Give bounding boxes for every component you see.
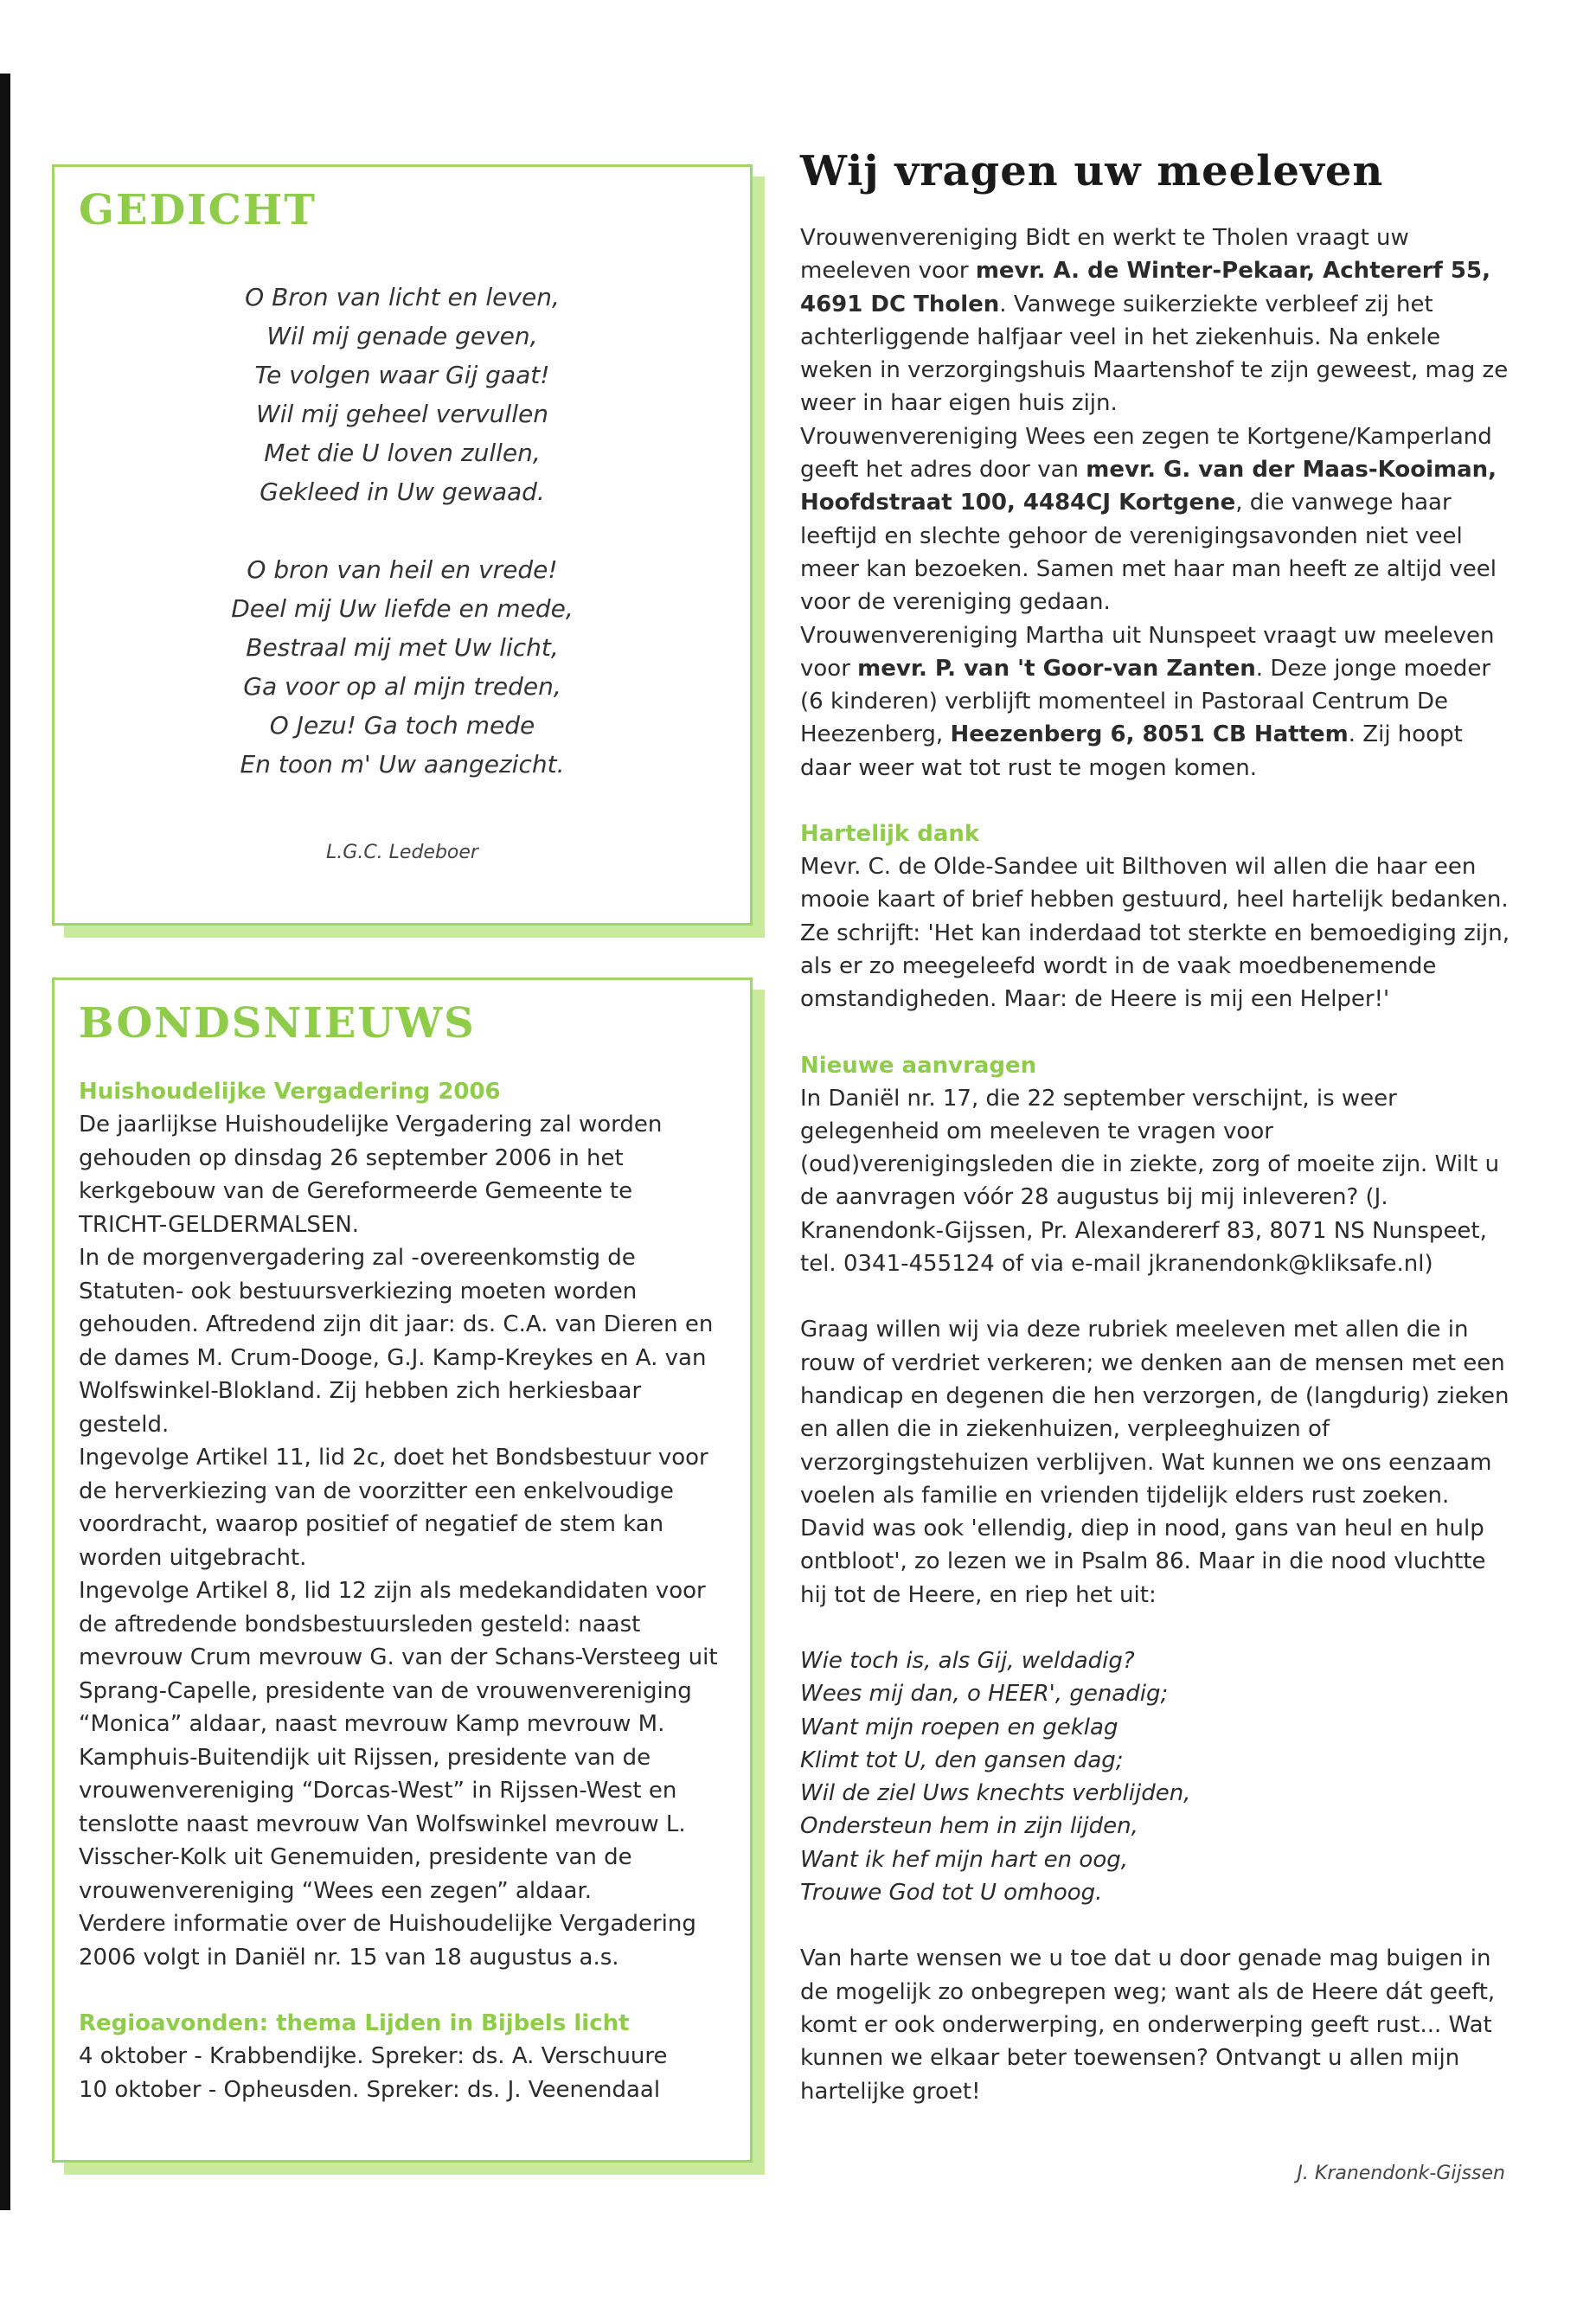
bondsnieuws-title: BONDSNIEUWS xyxy=(79,999,476,1048)
section-subheading: Regioavonden: thema Lijden in Bijbels licht xyxy=(79,2010,630,2036)
poem-line: Gekleed in Uw gewaad. xyxy=(260,478,545,506)
address-bold: mevr. G. van der Maas-Kooiman, Hoofdstraat 100, 4484CJ Kortgene xyxy=(800,457,1497,516)
event-line: 10 oktober - Opheusden. Spreker: ds. J. Veenendaal xyxy=(79,2076,661,2103)
gedicht-box xyxy=(52,164,753,926)
paragraph: Ingevolge Artikel 11, lid 2c, doet het Bondsbestuur voor de herverkiezing van de voorzitter een enkelvoudige voordracht, waarop positief of negatief de stem kan worden uitgebracht. xyxy=(79,1445,708,1571)
address-bold: mevr. A. de Winter-Pekaar, Achtererf 55, 4691 DC Tholen xyxy=(800,258,1490,317)
paragraph: Van harte wensen we u toe dat u door genade mag buigen in de mogelijk zo onbegrepen weg; want als de Heere dát geeft, komt er ook onderwerping, en onderwerping geeft rust... Wat kunnen we elkaar beter toewensen? Ontvangt u allen mijn hartelijke groet! xyxy=(800,1945,1496,2105)
psalm-line: Klimt tot U, den gansen dag; xyxy=(800,1747,1124,1773)
psalm-line: Wil de ziel Uws knechts verblijden, xyxy=(800,1780,1191,1807)
name-bold: mevr. P. van 't Goor-van Zanten xyxy=(857,655,1256,682)
bondsnieuws-content xyxy=(79,1075,726,2106)
psalm-line: Ondersteun hem in zijn lijden, xyxy=(800,1813,1138,1840)
paragraph: Vrouwenvereniging Wees een zegen te Kortgene/Kamperland geeft het adres door van mevr. G. van der Maas-Kooiman, Hoofdstraat 100, 4484CJ Kortgene, die vanwege haar leeftijd en slechte gehoor de verenigingsavonden niet veel meer kan bezoeken. Samen met haar man heeft ze altijd veel voor de vereniging gedaan. xyxy=(800,423,1497,616)
meeleven-title: Wij vragen uw meeleven xyxy=(800,147,1384,195)
signature: J. Kranendonk-Gijssen xyxy=(1297,2163,1505,2184)
psalm-line: Want ik hef mijn hart en oog, xyxy=(800,1846,1128,1873)
bondsnieuws-box xyxy=(52,977,753,2163)
section-subheading: Huishoudelijke Vergadering 2006 xyxy=(79,1079,501,1105)
paragraph: In de morgenvergadering zal -overeenkomstig de Statuten- ook bestuursverkiezing moeten worden gehouden. Aftredend zijn dit jaar: ds. C.A. van Dieren en de dames M. Crum-Dooge, G.J. Kamp-Kreykes en A. van Wolfswinkel-Blokland. Zij hebben zich herkiesbaar gesteld. xyxy=(79,1245,714,1438)
page-edge-bar xyxy=(0,74,10,2210)
poem-line: Bestraal mij met Uw licht, xyxy=(246,633,559,662)
psalm-line: Wie toch is, als Gij, weldadig? xyxy=(800,1647,1135,1674)
poem-line: Wil mij genade geven, xyxy=(266,322,538,350)
poem-line: O Jezu! Ga toch mede xyxy=(269,711,535,740)
poem-line: O bron van heil en vrede! xyxy=(247,555,558,584)
poem-line: Wil mij geheel vervullen xyxy=(256,400,548,428)
paragraph: Ingevolge Artikel 8, lid 12 zijn als medekandidaten voor de aftredende bondsbestuursleden gesteld: naast mevrouw Crum mevrouw G. van der Schans-Versteeg uit Sprang-Capelle, presidente van de vrouwenvereniging “Monica” aldaar, naast mevrouw Kamp mevrouw M. Kamphuis-Buitendijk uit Rijssen, presidente van de vrouwenvereniging “Dorcas-West” in Rijssen-West en tenslotte naast mevrouw Van Wolfswinkel mevrouw L. Visscher-Kolk uit Genemuiden, presidente van de vrouwenvereniging “Wees een zegen” aldaar. xyxy=(79,1578,718,1904)
address-bold: Heezenberg 6, 8051 CB Hattem xyxy=(950,721,1349,748)
poem-line: Te volgen waar Gij gaat! xyxy=(254,361,550,389)
section-subheading: Hartelijk dank xyxy=(800,821,980,848)
paragraph: De jaarlijkse Huishoudelijke Vergadering zal worden gehouden op dinsdag 26 september 2006 in het kerkgebouw van de Gereformeerde Gemeente te TRICHT-GELDERMALSEN. xyxy=(79,1112,663,1238)
poem xyxy=(54,278,750,784)
psalm-line: Want mijn roepen en geklag xyxy=(800,1714,1118,1740)
gedicht-title: GEDICHT xyxy=(79,186,317,234)
psalm-line: Trouwe God tot U omhoog. xyxy=(800,1880,1103,1907)
paragraph: Verdere informatie over de Huishoudelijke Vergadering 2006 volgt in Daniël nr. 15 van 18 augustus a.s. xyxy=(79,1911,696,1971)
poem-line: En toon m' Uw aangezicht. xyxy=(240,750,565,779)
paragraph: Graag willen wij via deze rubriek meeleven met allen die in rouw of verdriet verkeren; we denken aan de mensen met een handicap en degenen die hen verzorgen, de (langdurig) zieken en allen die in ziekenhuizen, verpleeghuizen of verzorgingstehuizen verblijven. Wat kunnen we ons eenzaam voelen als familie en vrienden tijdelijk elders rust zoeken. David was ook 'ellendig, diep in nood, gans van heul en hulp ontbloot', zo lezen we in Psalm 86. Maar in die nood vluchtte hij tot de Heere, en riep het uit: xyxy=(800,1317,1509,1608)
psalm-verse xyxy=(800,1644,1509,1909)
paragraph: Mevr. C. de Olde-Sandee uit Bilthoven wil allen die haar een mooie kaart of brief hebben gestuurd, heel hartelijk bedanken. Ze schrijft: 'Het kan inderdaad tot sterkte en bemoediging zijn, als er zo meegeleefd wordt in de vaak moedbenemende omstandigheden. Maar: de Heere is mij een Helper!' xyxy=(800,854,1509,1013)
poem-line: Deel mij Uw liefde en mede, xyxy=(231,594,574,623)
paragraph: Vrouwenvereniging Bidt en werkt te Tholen vraagt uw meeleven voor mevr. A. de Winter-Pekaar, Achtererf 55, 4691 DC Tholen. Vanwege suikerziekte verbleef zij het achterliggende halfjaar veel in het ziekenhuis. Na enkele weken in verzorgingshuis Maartenshof te zijn geweest, mag ze weer in haar eigen huis zijn. xyxy=(800,225,1509,417)
paragraph: Vrouwenvereniging Martha uit Nunspeet vraagt uw meeleven voor mevr. P. van 't Goor-van Zanten. Deze jonge moeder (6 kinderen) verblijft momenteel in Pastoraal Centrum De Heezenberg, Heezenberg 6, 8051 CB Hattem. Zij hoopt daar weer wat tot rust te mogen komen. xyxy=(800,622,1495,781)
poem-line: O Bron van licht en leven, xyxy=(245,283,560,311)
event-line: 4 oktober - Krabbendijke. Spreker: ds. A. Verschuure xyxy=(79,2043,668,2069)
poem-author: L.G.C. Ledeboer xyxy=(326,842,478,863)
paragraph: In Daniël nr. 17, die 22 september verschijnt, is weer gelegenheid om meeleven te vragen voor (oud)verenigingsleden die in ziekte, zorg of moeite zijn. Wilt u de aanvragen vóór 28 augustus bij mij inleveren? (J. Kranendonk-Gijssen, Pr. Alexandererf 83, 8071 NS Nunspeet, tel. 0341-455124 of via e-mail jkranendonk@kliksafe.nl) xyxy=(800,1085,1500,1278)
poem-line: Ga voor op al mijn treden, xyxy=(243,672,561,701)
psalm-line: Wees mij dan, o HEER', genadig; xyxy=(800,1681,1169,1708)
meeleven-column xyxy=(800,147,1509,2108)
poem-line: Met die U loven zullen, xyxy=(264,439,541,467)
section-subheading: Nieuwe aanvragen xyxy=(800,1052,1037,1079)
